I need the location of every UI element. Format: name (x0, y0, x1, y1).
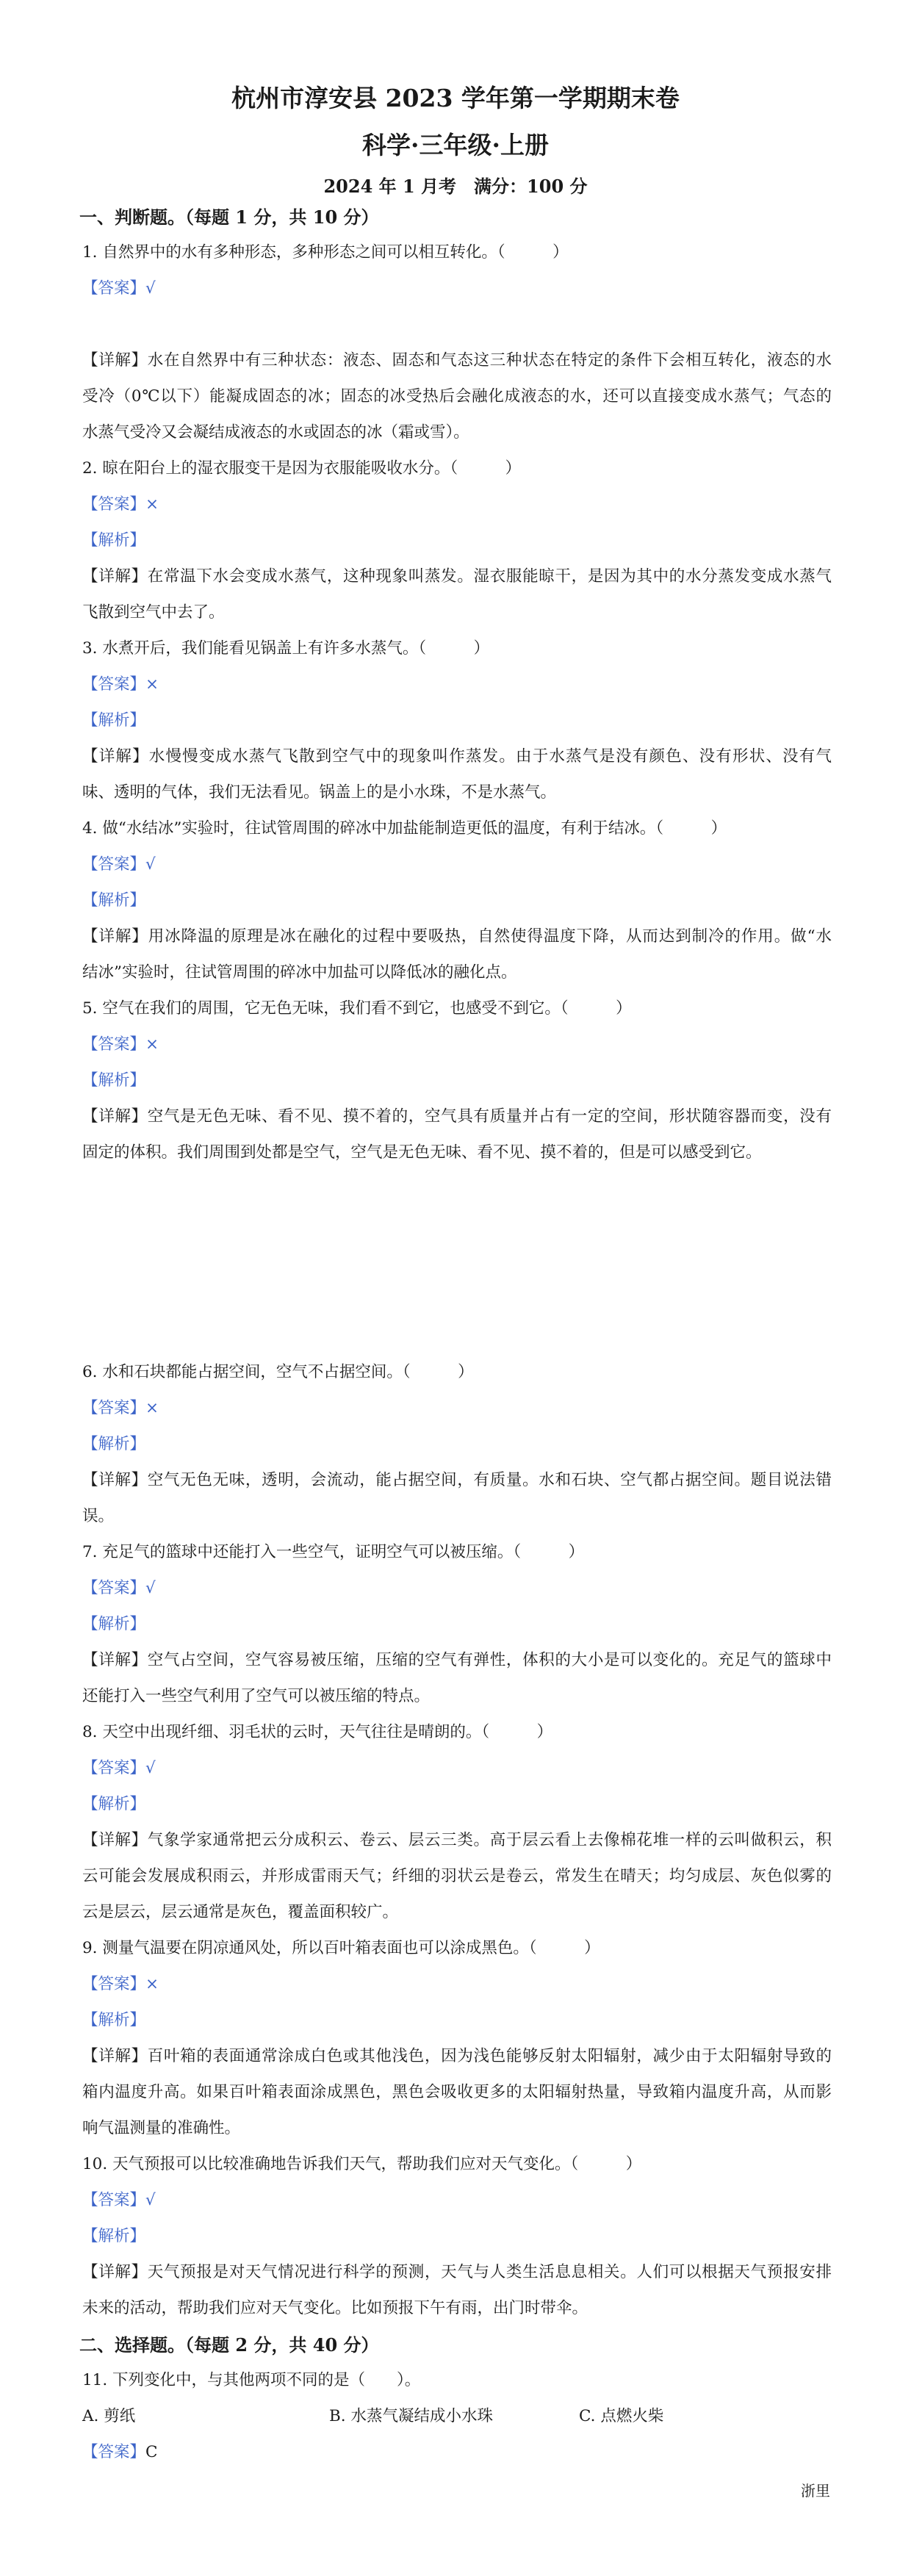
q10-detail-line-2: 未来的活动，帮助我们应对天气变化。比如预报下午有雨，出门时带伞。 (82, 2299, 588, 2317)
detail-tag: 【详解】 (82, 747, 149, 766)
detail-tag: 【详解】 (82, 1831, 148, 1849)
answer-value: × (145, 675, 159, 694)
q9-stem: 9. 测量气温要在阴凉通风处，所以百叶箱表面也可以涂成黑色。（ ） (82, 1939, 600, 1957)
detail-tag: 【详解】 (82, 1651, 148, 1669)
q5-analysis-label: 【解析】 (82, 1071, 146, 1090)
detail-text: 气象学家通常把云分成积云、卷云、层云三类。高于层云看上去像棉花堆一样的云叫做积云，积 (147, 1831, 832, 1849)
q6-stem: 6. 水和石块都能占据空间，空气不占据空间。（ ） (82, 1363, 474, 1381)
q5-answer (82, 1037, 832, 1053)
q1-answer (82, 281, 832, 297)
q1-detail-line-2: 受冷（0℃以下）能凝成固态的冰；固态的冰受热后会融化成液态的水，还可以直接变成水蒸气；气态的 (82, 387, 832, 406)
detail-text: 在常温下水会变成水蒸气，这种现象叫蒸发。湿衣服能晾干，是因为其中的水分蒸发变成水蒸气 (147, 567, 832, 586)
detail-tag: 【详解】 (82, 1107, 148, 1126)
detail-tag: 【详解】 (82, 567, 148, 586)
answer-value: × (145, 495, 159, 514)
exam-date-score: 2024 年 1 月考 满分：100 分 (323, 176, 588, 197)
q8-detail-line-2: 云可能会发展成积雨云，并形成雷雨天气；纤细的羽状云是卷云，常发生在晴天；均匀成层、灰色似雾的 (82, 1867, 832, 1885)
q9-answer (82, 1976, 832, 1993)
q11-option-b: B. 水蒸气凝结成小水珠 (329, 2407, 493, 2425)
answer-value: C (145, 2443, 158, 2461)
answer-value: √ (145, 855, 156, 874)
detail-text: 用冰降温的原理是冰在融化的过程中要吸热，自然使得温度下降，从而达到制冷的作用。做“水 (148, 927, 832, 946)
answer-tag: 【答案】 (82, 1579, 146, 1597)
detail-text: 水慢慢变成水蒸气飞散到空气中的现象叫作蒸发。由于水蒸气是没有颜色、没有形状、没有气 (148, 747, 832, 766)
section-1-heading: 一、判断题。（每题 1 分，共 10 分） (79, 206, 379, 228)
q5-stem: 5. 空气在我们的周围，它无色无味，我们看不到它，也感受不到它。（ ） (82, 999, 632, 1018)
answer-value: √ (145, 1579, 156, 1597)
q5-detail-line-2: 固定的体积。我们周围到处都是空气，空气是无色无味、看不见、摸不着的，但是可以感受到它。 (82, 1143, 762, 1162)
q6-detail-line-1 (82, 1472, 832, 1489)
q3-stem: 3. 水煮开后，我们能看见锅盖上有许多水蒸气。（ ） (82, 639, 490, 658)
answer-value: × (145, 1035, 159, 1054)
q7-detail-line-1 (82, 1652, 832, 1669)
q7-analysis-label: 【解析】 (82, 1615, 146, 1633)
q11-option-a: A. 剪纸 (82, 2407, 136, 2425)
q6-analysis-label: 【解析】 (82, 1435, 146, 1453)
q9-detail-line-2: 箱内温度升高。如果百叶箱表面涂成黑色，黑色会吸收更多的太阳辐射热量，导致箱内温度升高，从而影 (82, 2083, 832, 2101)
q7-detail-line-2: 还能打入一些空气利用了空气可以被压缩的特点。 (82, 1687, 431, 1705)
answer-value: √ (145, 1759, 156, 1777)
answer-tag: 【答案】 (82, 675, 146, 694)
q7-answer (82, 1580, 832, 1597)
q9-detail-line-1 (82, 2048, 832, 2065)
answer-tag: 【答案】 (82, 1035, 146, 1054)
answer-tag: 【答案】 (82, 495, 146, 514)
detail-tag: 【详解】 (82, 927, 148, 946)
answer-tag: 【答案】 (82, 1759, 146, 1777)
q8-detail-line-1 (82, 1832, 832, 1849)
q10-answer (82, 2192, 832, 2209)
detail-tag: 【详解】 (82, 2047, 148, 2065)
q2-detail-line-1 (82, 569, 832, 585)
q10-detail-line-1 (82, 2264, 832, 2281)
q1-stem: 1. 自然界中的水有多种形态，多种形态之间可以相互转化。（ ） (82, 243, 569, 262)
detail-text: 空气无色无味，透明，会流动，能占据空间，有质量。水和石块、空气都占据空间。题目说法错 (147, 1471, 832, 1489)
q3-detail-line-1 (82, 749, 832, 765)
q7-stem: 7. 充足气的篮球中还能打入一些空气，证明空气可以被压缩。（ ） (82, 1543, 585, 1561)
answer-tag: 【答案】 (82, 279, 146, 298)
q2-stem: 2. 晾在阳台上的湿衣服变干是因为衣服能吸收水分。（ ） (82, 459, 522, 478)
footer-mark: 浙里 (801, 2482, 830, 2500)
answer-tag: 【答案】 (82, 2443, 146, 2461)
answer-value: √ (145, 279, 156, 298)
q11-answer (82, 2444, 832, 2461)
q4-detail-line-1 (82, 929, 832, 945)
q4-analysis-label: 【解析】 (82, 891, 146, 910)
q3-answer (82, 677, 832, 693)
q11-stem: 11. 下列变化中，与其他两项不同的是（ ）。 (82, 2371, 421, 2389)
exam-subject: 科学·三年级·上册 (362, 131, 549, 159)
q5-detail-line-1 (82, 1109, 832, 1125)
detail-text: 空气是无色无味、看不见、摸不着的，空气具有质量并占有一定的空间，形状随容器而变，没有 (147, 1107, 832, 1126)
section-2-heading: 二、选择题。（每题 2 分，共 40 分） (79, 2334, 379, 2356)
answer-tag: 【答案】 (82, 2191, 146, 2209)
q6-detail-line-2: 误。 (82, 1507, 115, 1525)
q2-analysis-label: 【解析】 (82, 531, 146, 550)
answer-tag: 【答案】 (82, 855, 146, 874)
q4-answer (82, 857, 832, 873)
q3-detail-line-2: 味、透明的气体，我们无法看见。锅盖上的是小水珠，不是水蒸气。 (82, 783, 557, 802)
q10-analysis-label: 【解析】 (82, 2227, 146, 2245)
q2-detail-line-2: 飞散到空气中去了。 (82, 603, 225, 622)
q1-detail-line-1 (82, 353, 832, 369)
q9-detail-line-3: 响气温测量的准确性。 (82, 2119, 241, 2137)
detail-tag: 【详解】 (82, 2263, 148, 2281)
q11-option-c: C. 点燃火柴 (579, 2407, 664, 2425)
q9-analysis-label: 【解析】 (82, 2011, 146, 2029)
q4-detail-line-2: 结冰”实验时，往试管周围的碎冰中加盐可以降低冰的融化点。 (82, 963, 517, 982)
q2-answer (82, 497, 832, 513)
answer-value: × (145, 1975, 159, 1993)
q3-analysis-label: 【解析】 (82, 711, 146, 730)
answer-tag: 【答案】 (82, 1399, 146, 1417)
q6-answer (82, 1400, 832, 1417)
detail-text: 空气占空间，空气容易被压缩，压缩的空气有弹性，体积的大小是可以变化的。充足气的篮球中 (147, 1651, 832, 1669)
exam-title: 杭州市淳安县 2023 学年第一学期期末卷 (231, 84, 680, 112)
detail-text: 天气预报是对天气情况进行科学的预测，天气与人类生活息息相关。人们可以根据天气预报安排 (147, 2263, 832, 2281)
answer-value: √ (145, 2191, 156, 2209)
q8-answer (82, 1760, 832, 1777)
q4-stem: 4. 做“水结冰”实验时，往试管周围的碎冰中加盐能制造更低的温度，有利于结冰。（ ） (82, 819, 727, 838)
answer-tag: 【答案】 (82, 1975, 146, 1993)
q10-stem: 10. 天气预报可以比较准确地告诉我们天气，帮助我们应对天气变化。（ ） (82, 2155, 642, 2173)
detail-text: 水在自然界中有三种状态：液态、固态和气态这三种状态在特定的条件下会相互转化，液态的水 (147, 351, 832, 370)
detail-tag: 【详解】 (82, 351, 148, 370)
answer-value: × (145, 1399, 159, 1417)
detail-tag: 【详解】 (82, 1471, 148, 1489)
detail-text: 百叶箱的表面通常涂成白色或其他浅色，因为浅色能够反射太阳辐射，减少由于太阳辐射导致的 (147, 2047, 832, 2065)
q8-detail-line-3: 云是层云，层云通常是灰色，覆盖面积较广。 (82, 1903, 399, 1921)
q8-stem: 8. 天空中出现纤细、羽毛状的云时，天气往往是晴朗的。（ ） (82, 1723, 553, 1741)
q1-detail-line-3: 水蒸气受冷又会凝结成液态的水或固态的冰（霜或雪）。 (82, 423, 469, 442)
q8-analysis-label: 【解析】 (82, 1795, 146, 1813)
